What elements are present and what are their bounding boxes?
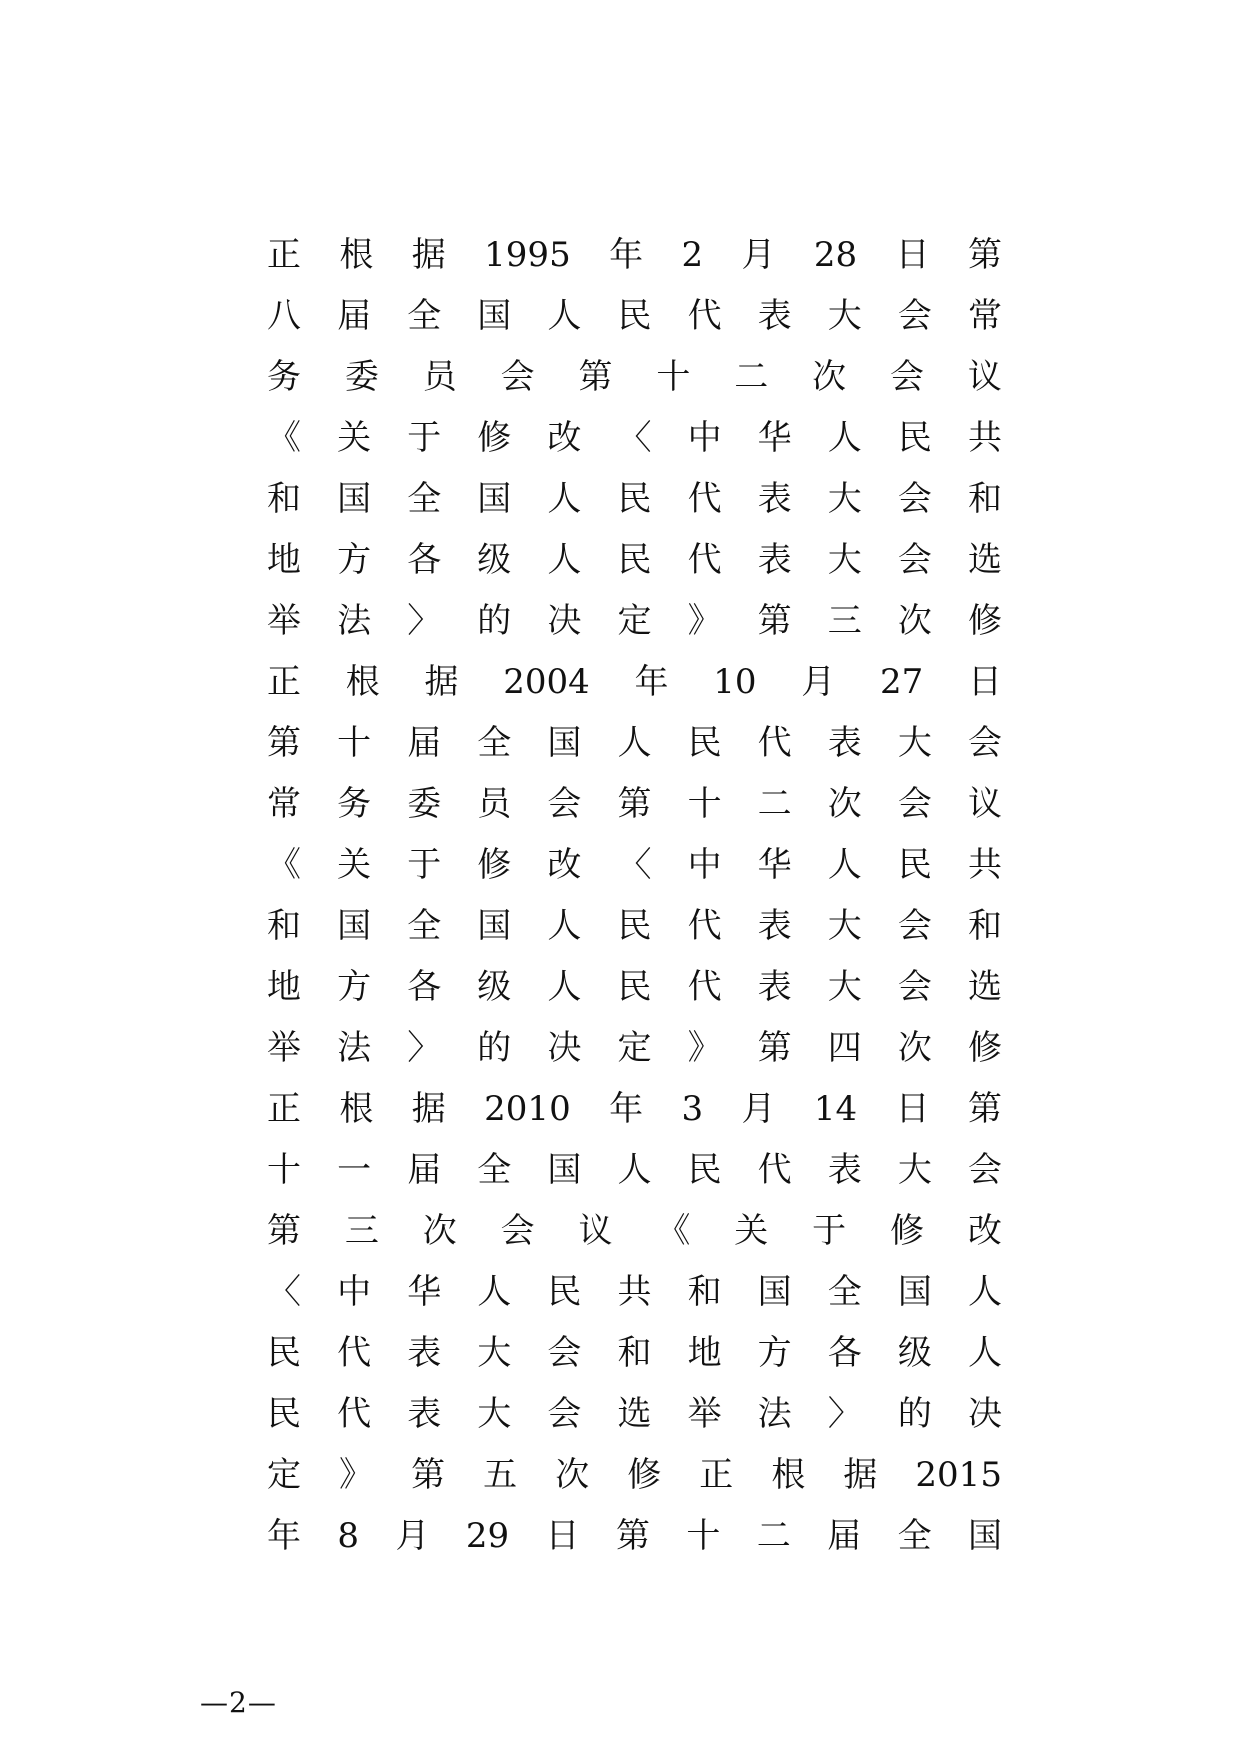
text-token: 人	[967, 1333, 1002, 1373]
text-token: 第	[617, 784, 652, 824]
text-token: 国	[547, 1150, 582, 1190]
text-token: 决	[967, 1394, 1002, 1434]
text-token: 2010	[484, 1089, 571, 1129]
text-token: 改	[547, 845, 582, 885]
text-token: 员	[477, 784, 512, 824]
text-token: 日	[895, 1089, 930, 1129]
text-token: 日	[895, 235, 930, 275]
text-token: 委	[344, 357, 379, 397]
text-token: 第	[615, 1516, 650, 1556]
text-token: 二	[757, 784, 792, 824]
text-token: 级	[897, 1333, 932, 1373]
text-token: 据	[411, 235, 446, 275]
text-token: 人	[477, 1272, 512, 1312]
text-token: 各	[407, 540, 442, 580]
text-token: 二	[756, 1516, 791, 1556]
text-token: 会	[897, 784, 932, 824]
text-token: 代	[757, 723, 792, 763]
text-token: 于	[407, 418, 442, 458]
text-token: 国	[967, 1516, 1002, 1556]
text-token: 年	[634, 662, 669, 702]
text-token: 代	[687, 540, 722, 580]
text-token: 人	[827, 845, 862, 885]
text-token: 人	[617, 1150, 652, 1190]
text-token: 定	[617, 601, 652, 641]
text-token: 月	[395, 1516, 430, 1556]
text-token: 十	[686, 1516, 721, 1556]
text-token: 举	[267, 601, 301, 641]
text-token: 决	[547, 601, 582, 641]
text-token: 民	[617, 479, 652, 519]
text-token: 举	[267, 1028, 301, 1068]
text-token: 代	[687, 906, 722, 946]
text-token: 表	[757, 479, 792, 519]
text-token: 选	[617, 1394, 652, 1434]
text-token: 民	[897, 418, 932, 458]
text-token: 日	[967, 662, 1002, 702]
text-token: 表	[757, 296, 792, 336]
text-line	[267, 1262, 1002, 1323]
text-line	[267, 591, 1002, 652]
text-token: 三	[827, 601, 862, 641]
text-token: 据	[424, 662, 459, 702]
text-token: 国	[897, 1272, 932, 1312]
text-token: 方	[337, 967, 372, 1007]
text-token: 会	[547, 784, 582, 824]
text-token: 法	[337, 601, 372, 641]
text-token: 共	[617, 1272, 652, 1312]
text-token: 民	[617, 967, 652, 1007]
text-token: 大	[827, 296, 862, 336]
text-token: 和	[267, 479, 301, 519]
text-token: 务	[337, 784, 372, 824]
text-token: 全	[897, 1516, 932, 1556]
text-line	[267, 1384, 1002, 1445]
text-line	[267, 408, 1002, 469]
text-token: 表	[757, 540, 792, 580]
text-token: 人	[967, 1272, 1002, 1312]
text-token: 大	[827, 906, 862, 946]
text-token: 选	[967, 540, 1002, 580]
text-token: 届	[407, 723, 442, 763]
text-token: 届	[407, 1150, 442, 1190]
text-token: 会	[897, 967, 932, 1007]
text-token: 法	[337, 1028, 372, 1068]
text-token: 表	[757, 906, 792, 946]
text-token: 27	[879, 662, 924, 702]
text-token: 》	[687, 601, 722, 641]
text-token: 人	[547, 540, 582, 580]
text-token: 各	[827, 1333, 862, 1373]
text-token: 14	[813, 1089, 858, 1129]
text-token: 根	[771, 1455, 806, 1495]
text-token: 十	[687, 784, 722, 824]
text-line	[267, 347, 1002, 408]
text-token: 举	[687, 1394, 722, 1434]
text-line	[267, 469, 1002, 530]
text-token: 〈	[617, 845, 652, 885]
text-token: 修	[477, 845, 512, 885]
text-token: 月	[741, 1089, 776, 1129]
text-token: 国	[477, 479, 512, 519]
text-token: 民	[687, 723, 722, 763]
text-token: 会	[500, 357, 535, 397]
text-token: 3	[681, 1089, 704, 1129]
text-token: 》	[687, 1028, 722, 1068]
text-token: 关	[734, 1211, 769, 1251]
text-token: 于	[812, 1211, 847, 1251]
text-token: 议	[578, 1211, 613, 1251]
text-line	[267, 530, 1002, 591]
text-token: 大	[897, 1150, 932, 1190]
text-token: 修	[967, 1028, 1002, 1068]
text-token: 各	[407, 967, 442, 1007]
text-token: 大	[827, 967, 862, 1007]
text-token: 议	[967, 357, 1002, 397]
text-token: 人	[547, 479, 582, 519]
text-token: 代	[687, 479, 722, 519]
text-token: 人	[827, 418, 862, 458]
text-line	[267, 225, 1002, 286]
text-token: 议	[967, 784, 1002, 824]
text-token: 十	[656, 357, 691, 397]
text-token: 代	[757, 1150, 792, 1190]
text-token: 会	[967, 723, 1002, 763]
text-token: 定	[617, 1028, 652, 1068]
text-line	[267, 1323, 1002, 1384]
text-token: 三	[344, 1211, 379, 1251]
text-token: 全	[477, 1150, 512, 1190]
text-token: 地	[267, 967, 301, 1007]
text-token: 十	[337, 723, 372, 763]
text-token: 次	[827, 784, 862, 824]
text-token: 修	[890, 1211, 924, 1251]
text-token: 务	[267, 357, 301, 397]
text-line	[267, 1018, 1002, 1079]
text-token: 会	[547, 1333, 582, 1373]
text-token: 根	[339, 235, 374, 275]
text-token: 和	[687, 1272, 722, 1312]
text-token: 表	[407, 1394, 442, 1434]
text-token: 常	[967, 296, 1002, 336]
text-line	[267, 713, 1002, 774]
text-token: 代	[687, 296, 722, 336]
text-token: 次	[555, 1455, 590, 1495]
text-token: 民	[267, 1394, 301, 1434]
text-token: 的	[477, 1028, 512, 1068]
text-token: 第	[967, 1089, 1002, 1129]
text-token: 代	[337, 1333, 372, 1373]
text-token: 8	[337, 1516, 360, 1556]
text-token: 修	[627, 1455, 662, 1495]
text-token: 华	[407, 1272, 442, 1312]
text-token: 修	[477, 418, 512, 458]
text-token: 年	[609, 235, 644, 275]
text-token: 人	[547, 906, 582, 946]
text-token: 于	[407, 845, 442, 885]
text-token: 民	[687, 1150, 722, 1190]
text-token: 次	[812, 357, 847, 397]
text-token: 民	[897, 845, 932, 885]
text-token: 的	[897, 1394, 932, 1434]
text-line	[267, 1201, 1002, 1262]
text-token: 地	[267, 540, 301, 580]
text-token: 大	[897, 723, 932, 763]
text-token: 正	[699, 1455, 734, 1495]
text-token: 人	[547, 296, 582, 336]
text-token: 〈	[267, 1272, 301, 1312]
text-token: 的	[477, 601, 512, 641]
text-token: 关	[337, 845, 372, 885]
text-token: 次	[897, 601, 932, 641]
text-token: 人	[617, 723, 652, 763]
text-token: 〉	[407, 1028, 442, 1068]
text-token: 四	[827, 1028, 862, 1068]
text-token: 会	[897, 906, 932, 946]
text-token: 八	[267, 296, 301, 336]
text-token: 国	[757, 1272, 792, 1312]
text-token: 会	[500, 1211, 535, 1251]
text-token: 代	[687, 967, 722, 1007]
text-token: 《	[267, 418, 301, 458]
text-token: 大	[827, 540, 862, 580]
text-token: 五	[483, 1455, 518, 1495]
text-token: 选	[967, 967, 1002, 1007]
text-token: 和	[617, 1333, 652, 1373]
text-token: 10	[713, 662, 757, 702]
text-token: 二	[734, 357, 769, 397]
text-token: 正	[267, 1089, 301, 1129]
text-token: 〉	[407, 601, 442, 641]
text-token: 和	[967, 906, 1002, 946]
text-token: 地	[687, 1333, 722, 1373]
text-line	[267, 1445, 1002, 1506]
text-token: 会	[547, 1394, 582, 1434]
text-line	[267, 835, 1002, 896]
text-token: 据	[843, 1455, 878, 1495]
text-token: 〉	[827, 1394, 862, 1434]
text-token: 2	[681, 235, 704, 275]
text-token: 28	[813, 235, 858, 275]
text-token: 2015	[915, 1455, 1002, 1495]
text-token: 改	[547, 418, 582, 458]
text-token: 和	[967, 479, 1002, 519]
text-token: 表	[757, 967, 792, 1007]
text-token: 共	[967, 845, 1002, 885]
text-token: 民	[617, 906, 652, 946]
text-token: 方	[337, 540, 372, 580]
text-token: 第	[267, 723, 301, 763]
text-token: 《	[656, 1211, 691, 1251]
text-token: 十	[267, 1150, 301, 1190]
text-token: 一	[337, 1150, 372, 1190]
text-token: 年	[609, 1089, 644, 1129]
text-token: 民	[617, 296, 652, 336]
text-token: 民	[267, 1333, 301, 1373]
text-token: 次	[897, 1028, 932, 1068]
text-token: 级	[477, 967, 512, 1007]
text-token: 全	[407, 296, 442, 336]
text-token: 人	[547, 967, 582, 1007]
text-token: 决	[547, 1028, 582, 1068]
text-token: 届	[827, 1516, 862, 1556]
text-token: 第	[267, 1211, 301, 1251]
text-token: 委	[407, 784, 442, 824]
text-token: 第	[411, 1455, 446, 1495]
text-token: 届	[337, 296, 372, 336]
text-token: 常	[267, 784, 301, 824]
text-token: 员	[422, 357, 457, 397]
text-token: 1995	[484, 235, 571, 275]
text-token: 据	[411, 1089, 446, 1129]
text-line	[267, 1506, 1002, 1567]
text-token: 月	[741, 235, 776, 275]
text-token: 关	[337, 418, 372, 458]
text-line	[267, 1140, 1002, 1201]
text-line	[267, 896, 1002, 957]
text-token: 根	[345, 662, 380, 702]
text-token: 中	[337, 1272, 372, 1312]
text-token: 民	[617, 540, 652, 580]
text-token: 会	[897, 540, 932, 580]
text-token: 法	[757, 1394, 792, 1434]
text-token: 国	[547, 723, 582, 763]
text-token: 会	[890, 357, 924, 397]
text-token: 级	[477, 540, 512, 580]
body-text	[267, 225, 1002, 1567]
text-token: 2004	[503, 662, 590, 702]
text-line	[267, 1079, 1002, 1140]
text-token: 国	[337, 479, 372, 519]
text-line	[267, 286, 1002, 347]
text-token: 修	[967, 601, 1002, 641]
text-line	[267, 774, 1002, 835]
text-token: 定	[267, 1455, 301, 1495]
text-token: 会	[897, 296, 932, 336]
text-token: 正	[267, 662, 301, 702]
text-token: 和	[267, 906, 301, 946]
text-token: 年	[267, 1516, 301, 1556]
text-token: 中	[687, 845, 722, 885]
text-token: 共	[967, 418, 1002, 458]
text-token: 改	[967, 1211, 1002, 1251]
text-token: 日	[545, 1516, 580, 1556]
text-token: 大	[477, 1333, 512, 1373]
text-token: 全	[477, 723, 512, 763]
text-token: 第	[578, 357, 613, 397]
text-token: 第	[967, 235, 1002, 275]
text-token: 表	[827, 1150, 862, 1190]
text-token: 代	[337, 1394, 372, 1434]
text-token: 》	[339, 1455, 374, 1495]
text-token: 国	[477, 296, 512, 336]
text-token: 正	[267, 235, 301, 275]
text-token: 第	[757, 1028, 792, 1068]
text-token: 表	[407, 1333, 442, 1373]
text-token: 全	[407, 479, 442, 519]
text-token: 方	[757, 1333, 792, 1373]
text-line	[267, 957, 1002, 1018]
text-token: 国	[477, 906, 512, 946]
text-token: 次	[422, 1211, 457, 1251]
text-line	[267, 652, 1002, 713]
text-token: 月	[801, 662, 836, 702]
page-number: —2—	[200, 1686, 277, 1719]
text-token: 会	[967, 1150, 1002, 1190]
text-token: 国	[337, 906, 372, 946]
text-token: 全	[407, 906, 442, 946]
text-token: 中	[687, 418, 722, 458]
text-token: 全	[827, 1272, 862, 1312]
text-token: 民	[547, 1272, 582, 1312]
text-token: 《	[267, 845, 301, 885]
text-token: 会	[897, 479, 932, 519]
text-token: 根	[339, 1089, 374, 1129]
text-token: 大	[477, 1394, 512, 1434]
text-token: 表	[827, 723, 862, 763]
text-token: 大	[827, 479, 862, 519]
text-token: 华	[757, 418, 792, 458]
text-token: 〈	[617, 418, 652, 458]
text-token: 华	[757, 845, 792, 885]
text-token: 29	[465, 1516, 510, 1556]
text-token: 第	[757, 601, 792, 641]
